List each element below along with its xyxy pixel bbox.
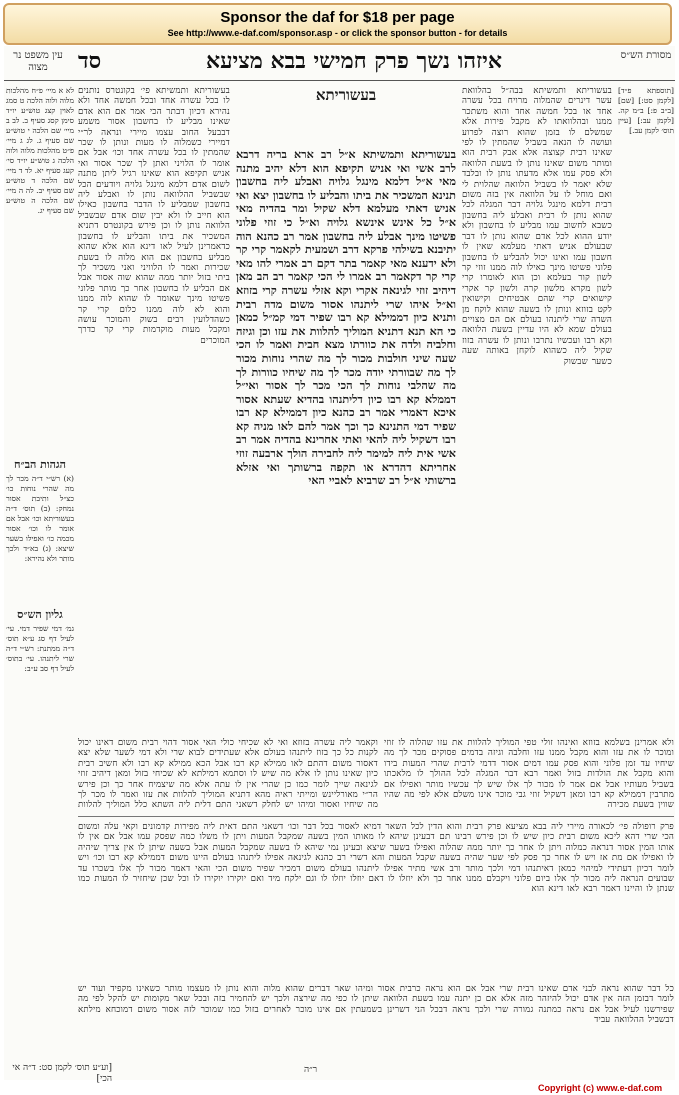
page-header — [4, 46, 675, 80]
header-divider — [4, 80, 675, 81]
bottom-commentary-2: כל דבר שהוא נראה לבני אדם שאינו רבית שרי אבל אם הוא נראה כרבית אסור ומיהו שאר דברים שהוא מלוה והוא נותן לו מעצמו מותר כשאינו מקפיד ועוד יש לומר דבזמן הזה אין אדם יכול להיזהר מזה אלא אם כן יתנה עמו בשעת הלוואה שיתן לו כפי מה שירצה ולכך יש להחמיר בזה ובכל שאר מקומות יש להקל לפי מה שפירשנו לעיל אבל אם נראה כמתנה גמורה שרי ולכך נראה דבכל הני דשרינן בשמעתין אם אינו מוכר לאחרים בזול כמו שמוכר לזה אסור משום דמוכחא מילתא דבשביל ההלוואה עביד — [78, 984, 674, 1026]
tosafot-column: בעשוריתא ותמשיתא פי׳ בקונטרס נותנים לו בכל עשרה אחד ובכל חמשה אחד ולא נהירא דכיון דבתר הכי אמר אם הוא אדם שאינו מבליע לו בחשבון אסור משמע דבבעל החוב עצמו מיירי ונראה לר״י דמיירי כשמלוה לו מעות ונותן לו שכר שהמתין לו בכל עשרה אחד וכו׳ אבל אם אומר לו הלויני ואתן לך שכר אסור ואי אניש תקיפא הוא שאינו רגיל ליתן מתנה לשום אדם דלמא מינגל גלויה ויודעים הכל שבשביל ההלוואה נותן לו ואבלע ליה בחשבון שמבליע לו הדבר בחשבון כאילו הוא חייב לו ולא יבין שום אדם שבשביל הלוואה נותן לו וכן פירש בקונטרס דתניא המשכיר את ביתו והבליע לו בחשבון כדאמרינן לעיל לאו דינא הוא אלא שהוא מבליע בחשבון אם הוא מלוה לו בשעת שכירות ואמר לו הלוויני ואני משכיר לך ביתי בזול יותר ממה שהוא שוה אסור אבל אם הבליע לו בחשבון אחר כך מותר פלוני פשיטו מינך שאומר לו שהוא לוה ממנו והוא לא לוה ממנו כלום קרי קר כשהדלועין רבים בשוק והמוכר עושה ומקבל מעות מוקדמות קרי קר כדרך המוכרים — [78, 86, 230, 346]
page-mark: ר״ה — [304, 1065, 318, 1075]
gemara-text: בעשוריתא ותמשיתא א״ל רב ארא בריה דרבא לרב אשי ואי אניש תקיפא הוא דלא יהיב מתנה מאי א״ל דלמא מינגל גלויה ואבלע ליה בחשבון תנינא המשכיר את ביתו והבליע לו בחשבון יצא ואי אניש דאתי מעלמא דלא שקיל ומר בהדיה מאי א״ל כל אינש אינשא גלויה וא״ל כי זוזי פלוני פשיטו מינך אבלע ליה בחשבון אמר רב כהנא הוה יתיבנא בשילהי פרקא דרב ושמעית לקאמר קרי קר ולא ידענא מאי קאמר בתר דקם רב אמרי להו מאי קרי קר דקאמר רב אמרו לי הכי קאמר רב הב מאן דיהיב זוזי לגינאה אקרי וקא אזלי עשרה קרי בזוזא וא״ל איהו שרי ליתנהו אסור משום מדה רבית ותניא כיון דממילא קא רבו שפיר דמי קמ״ל כמאן כי הא תנא דתניא המוליך להלוות את עזו וכן וגיזה וחלביה ולדה את כוורתו מצא חבית ואמר לו הכי שעה שיני חולבות מכור לך מה שהרי נוחות מכור לך מה שבוורתי יודה מכר לך מה שיחיו כוורות לך מה שהלבי נוחות לך הכי מכר לך אסור ואי״ל דממלא קא רבו כיון דליתנהו בהדיא שעתא אסור איכא דאמרי אמר רב כהנא כיון דממילא קא רבו שפיר דמי התנינא כך וכך אמר להם לאו מניה קא רבו דשקיל ליה להאי ואתי אחרינא בהדיה אמר רב אשי אית ליה למימר ליה לחבירה הולך ארבעה זוזי אחריתא דהדרא או תקפה ברשותך ואי אזלא ברשותי א״ל רב שרביא לאביי האי — [236, 148, 456, 488]
chapter-title: איזהו נשך פרק חמישי בבא מציעא — [205, 48, 503, 74]
footer-divider — [78, 816, 674, 817]
masoret-hashas-label: מסורת הש״ס — [620, 50, 672, 61]
ein-mishpat-label: עין משפט נר מצוה — [13, 50, 63, 73]
bottom-left-note: [וע״ע תוס׳ לקמן סט: ד״ה אי הכי] — [12, 1063, 112, 1084]
gilyon-heading: גליון הש״ס — [17, 608, 63, 621]
sponsor-banner[interactable] — [3, 3, 672, 45]
copyright-link[interactable]: Copyright (c) www.e-daf.com — [538, 1083, 663, 1093]
gilyon-notes: גמ׳ דמי שפיר דמי. עי׳ לעיל דף סג ע״א תוס׳ ד״ה ממתנת: רש״י ד״ה שרי ליתנהו. עי׳ בתוס׳ לעיל דף סב ע״ב: — [6, 624, 74, 673]
masoret-hashas-column: [תוספתא פ״ד] [לקמן סט:] [שם] [ב״ב פ:] ב״מ קה. [לקמן עב:] [עיין תוס׳ לקמן עב.] — [618, 86, 674, 135]
rashi-continuation: ולא אמרינן בשלמא בזוזא ואינהו זולי טפי המוליך להלוות את עזו שהלוה לו זוזי ומוכר לו את עזו והוא מקבל ממנו עזו וחלבה וגיזה בדמים פסוקים מכר לך מה שיחיו עד זמן פלוני והוא פסק עמו דמים אסור דדמי לרבית שהרי המעות בידו והוא מקבל את הולדות בזול ואמר רבא דבר המגלה לכל ההולך לו מלאכתו בשביל מעותיו אבל אם אמר לו מכור לך אלו שיש לך עכשיו מותר ואפילו אם מתרבין דממילא קא רבו ומאן דשקיל זוזי גבי מוכר אינו משלם אלא לפי מה שהיו שווין בשעת מכירה — [384, 738, 674, 810]
sponsor-title[interactable]: Sponsor the daf for $18 per page — [220, 9, 455, 26]
tosafot-continuation: וקאמר ליה עשרה בזוזא ואי לא שכיחי כולי האי אסור דהוי רבית משום דאינו יכול לקנות כל כך בזוז ליתנהו בעולם אלא שעתידים לבוא שרי ולא דמי לשער שלא יצא דאסור משום דהתם לאו ממילא קא רבו אבל הכא ממילא קא רבו ולא חשיב רבית כיון שאינו נותן לו אלא מה שיש לו וסתמא דמילתא לא שכיחי בזול ומאן דיהיב זוזי לגינאה שייך לומר כמו כן שהרי אין לו עתה אלא מה שיצמיח אחר כך וכן פירש הר״י מאורליינש ומייתי ראיה מהא דתניא המוליך להלוות את עזו ואמר לו מכר לך מה שיחיו ואסור ומיהו יש לחלק דשאני התם דלית ליה השתא כלל המוליך להלוות — [78, 738, 378, 810]
hagahot-heading: הגהות הב״ח — [14, 458, 66, 471]
folio-number: סד — [78, 48, 102, 74]
gemara-lead-word: בעשוריתא — [315, 86, 377, 104]
bottom-commentary: פרק רופולה פי׳ לכאורה מיירי ליה בבא מציעא פרק רבית והוא הדין לכל השאר דמיא לאסור בכל דבר וכו׳ דשאני התם דאית ליה מפירות קדמונים וקאי עלה ומשום הכי שרי דהא ליכא משום רבית כיון שיש לו וכן פירש רבינו תם דבעינן שיהא לו מאותו המין בשעה שמקבל המעות ויתן לו משלו כמה שפסק עמו אבל אם אין לו אותו המין אסור דנראה כמלוה ויתן לו אחר כך יותר ממה שהלוה ואפילו בשער שיצא ובעינן נמי שיהא לו בשעה שמקבל המעות אבל בשעה שיתן לו אין צריך שיהיה לו ואפילו אם מת אז ויש לו אחר כך פסק לפי שער שהיה בשעה שקבל המעות והא דשרי רב כהנא לגינאה אפילו ליתנהו בעולם היינו משום דממילא קא רבו וכו׳ ויש לומר דכיון דעתידי למיהוי כמאן דאיתנהו דמי ולכך מותר ורב אשי מתיר אפילו ליתנהו בעולם משום דמכיר שפיר משום הכי והאי דאמר מכור לך אלו בשכרו עד שבועים הנראה ליה מכור לך אלו ביום פלוני ויקבלם ממנו אחר כך ולא יוזלו לו דאם יוזלו יוזלו לו וגם ילקח מיד ואם יוקירו יוקירו לו וכל שכן שיחזיר לו המעות כמו שנתן לו והיינו דאמר רבא לאו דינא הוא — [78, 822, 674, 895]
hagahot-notes: (א) רש״י ד״ה מכר לך מה שהרי נוחות כו׳ כצ״ל ותיבת אסור נמחק: (ב) תוס׳ ד״ה בעשוריתא וכו׳ אבל אם אומר לו וכו׳ אסור מכמה כו׳ ואפילו בשער שיצא: (ג) בא״ד ולכך מותר ולא נהירא: — [6, 474, 74, 563]
rashi-column: בעשוריתא ותמשיתא בבה״ל בהלוואת עשר דינרים שהמלוה מרויח בכל עשרה אחד או בכל חמשה אחד והוא משתכר ממנו ובהלוואתו לא מקבל פירות אלא שמשלם לו בזמן שהוא רוצה לפרוע ועושה לו הנאה בשביל שהמתין לו לפי שאינו רבית קצוצה אלא אבק רבית הוא ומותר משום שאינו נותן לו בשעת הלוואה ולא פסק עמו אלא מדעתו נותן לו ובלבד שלא יאמר לו בשביל הלוואה שהלוית לי ואם מוחל לו על הלוואה אין בזה משום רבית דלמא מינגל גלויה דבר המגלה לכל שהוא נותן לו רבית ואבלע ליה בחשבון כשבא לחשוב עמו מבליע לו בחשבון ולא יודע ההוא לכל אדם שהוא נותן לו דבר שבעולם אניש דאתי מעלמא שאין לו חשבון עמו ואינו יכול להבליע לו בחשבון פלוני פשיטו מינך כאילו לוה ממנו זוזי קר לשון קור בעלמא וכן הוא לאומרו קרי לשון מקרא מלשון קרה ולשון קר אקרי קישואים קרי שהם אבטיחים וקישואין לקט בזוזא ונותן לו בשעה שהוא לוקח מן השדה שרי ליתנהו בעולם אם הם מצויים בעולם שמא לא היו עדיין בשעת הלוואה וקא רבו ועכשיו נתרבו ונותן לו עשרה בזוז שקיל ליה כשהוא לוקחן באותה שעה כשער שבשוק — [462, 86, 612, 367]
sponsor-subtitle[interactable]: See http://www.e-daf.com/sponsor.asp - or click the sponsor button - for details — [167, 28, 508, 38]
ein-mishpat-column: לא א מיי׳ פ״ח מהלכות מלוה ולוה הלכה ט סמג לאוין קצג טוש״ע יו״ד סימן קסג סעיף ב. לב ב מיי׳ שם הלכה י טוש״ע שם סעיף ג. לג ג מיי׳ פ״ט מהלכות מלוה ולוה הלכה ג טוש״ע יו״ד סי׳ קעג סעיף יא. לד ד מיי׳ שם הלכה ד טוש״ע שם סעיף יב. לה ה מיי׳ שם הלכה ה טוש״ע שם סעיף יג. — [6, 86, 74, 215]
talmud-page — [4, 46, 675, 1084]
